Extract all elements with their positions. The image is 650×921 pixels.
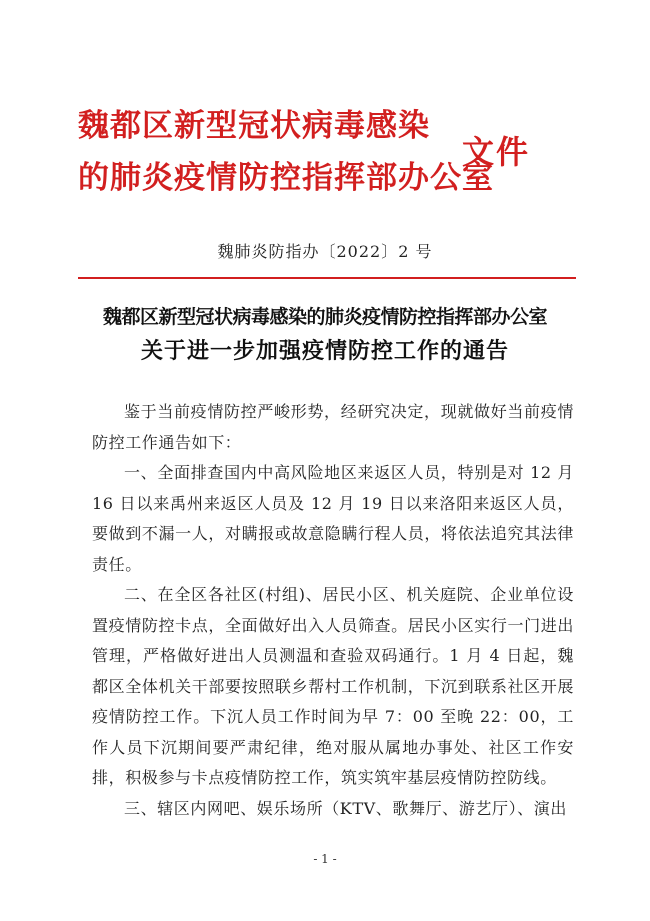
document-title-line-1: 魏都区新型冠状病毒感染的肺炎疫情防控指挥部办公室 [102, 306, 547, 328]
document-type-label: 文件 [462, 133, 531, 171]
body-paragraph-2: 二、在全区各社区(村组)、居民小区、机关庭院、企业单位设置疫情防控卡点，全面做好出入人员筛查。居民小区实行一门进出管理，严格做好进出人员测温和查验双码通行。1 月 4 日起，魏都区全体机关干部要按照联乡帮村工作机制，下沉到联系社区开展疫情防控工作。下沉人员工作时间为早 7：00 至晚 22：00，工作人员下沉期间要严肃纪律，绝对服从属地办事处、社区工作安排，积极参与卡点疫情防控工作，筑实筑牢基层疫情防控防线。 [92, 585, 574, 787]
body-paragraph-intro: 鉴于当前疫情防控严峻形势，经研究决定，现就做好当前疫情防控工作通告如下： [92, 402, 574, 452]
page-number: - 1 - [313, 852, 337, 866]
document-body [92, 397, 574, 824]
document-number: 魏肺炎防指办〔2022〕2 号 [217, 242, 433, 261]
body-paragraph-3: 三、辖区内网吧、娱乐场所（KTV、歌舞厅、游艺厅）、演出 [124, 798, 567, 818]
body-paragraph-1: 一、全面排查国内中高风险地区来返区人员，特别是对 12 月 16 日以来禹州来返区人员及 12 月 19 日以来洛阳来返区人员，要做到不漏一人，对瞒报或故意隐瞒行程人员，将依法追究其法律责任。 [92, 463, 574, 574]
issuer-name-line-1: 魏都区新型冠状病毒感染 [78, 108, 430, 144]
document-title-line-2: 关于进一步加强疫情防控工作的通告 [140, 338, 509, 364]
red-divider-line [78, 277, 576, 279]
issuer-name-line-2: 的肺炎疫情防控指挥部办公室 [78, 160, 494, 196]
